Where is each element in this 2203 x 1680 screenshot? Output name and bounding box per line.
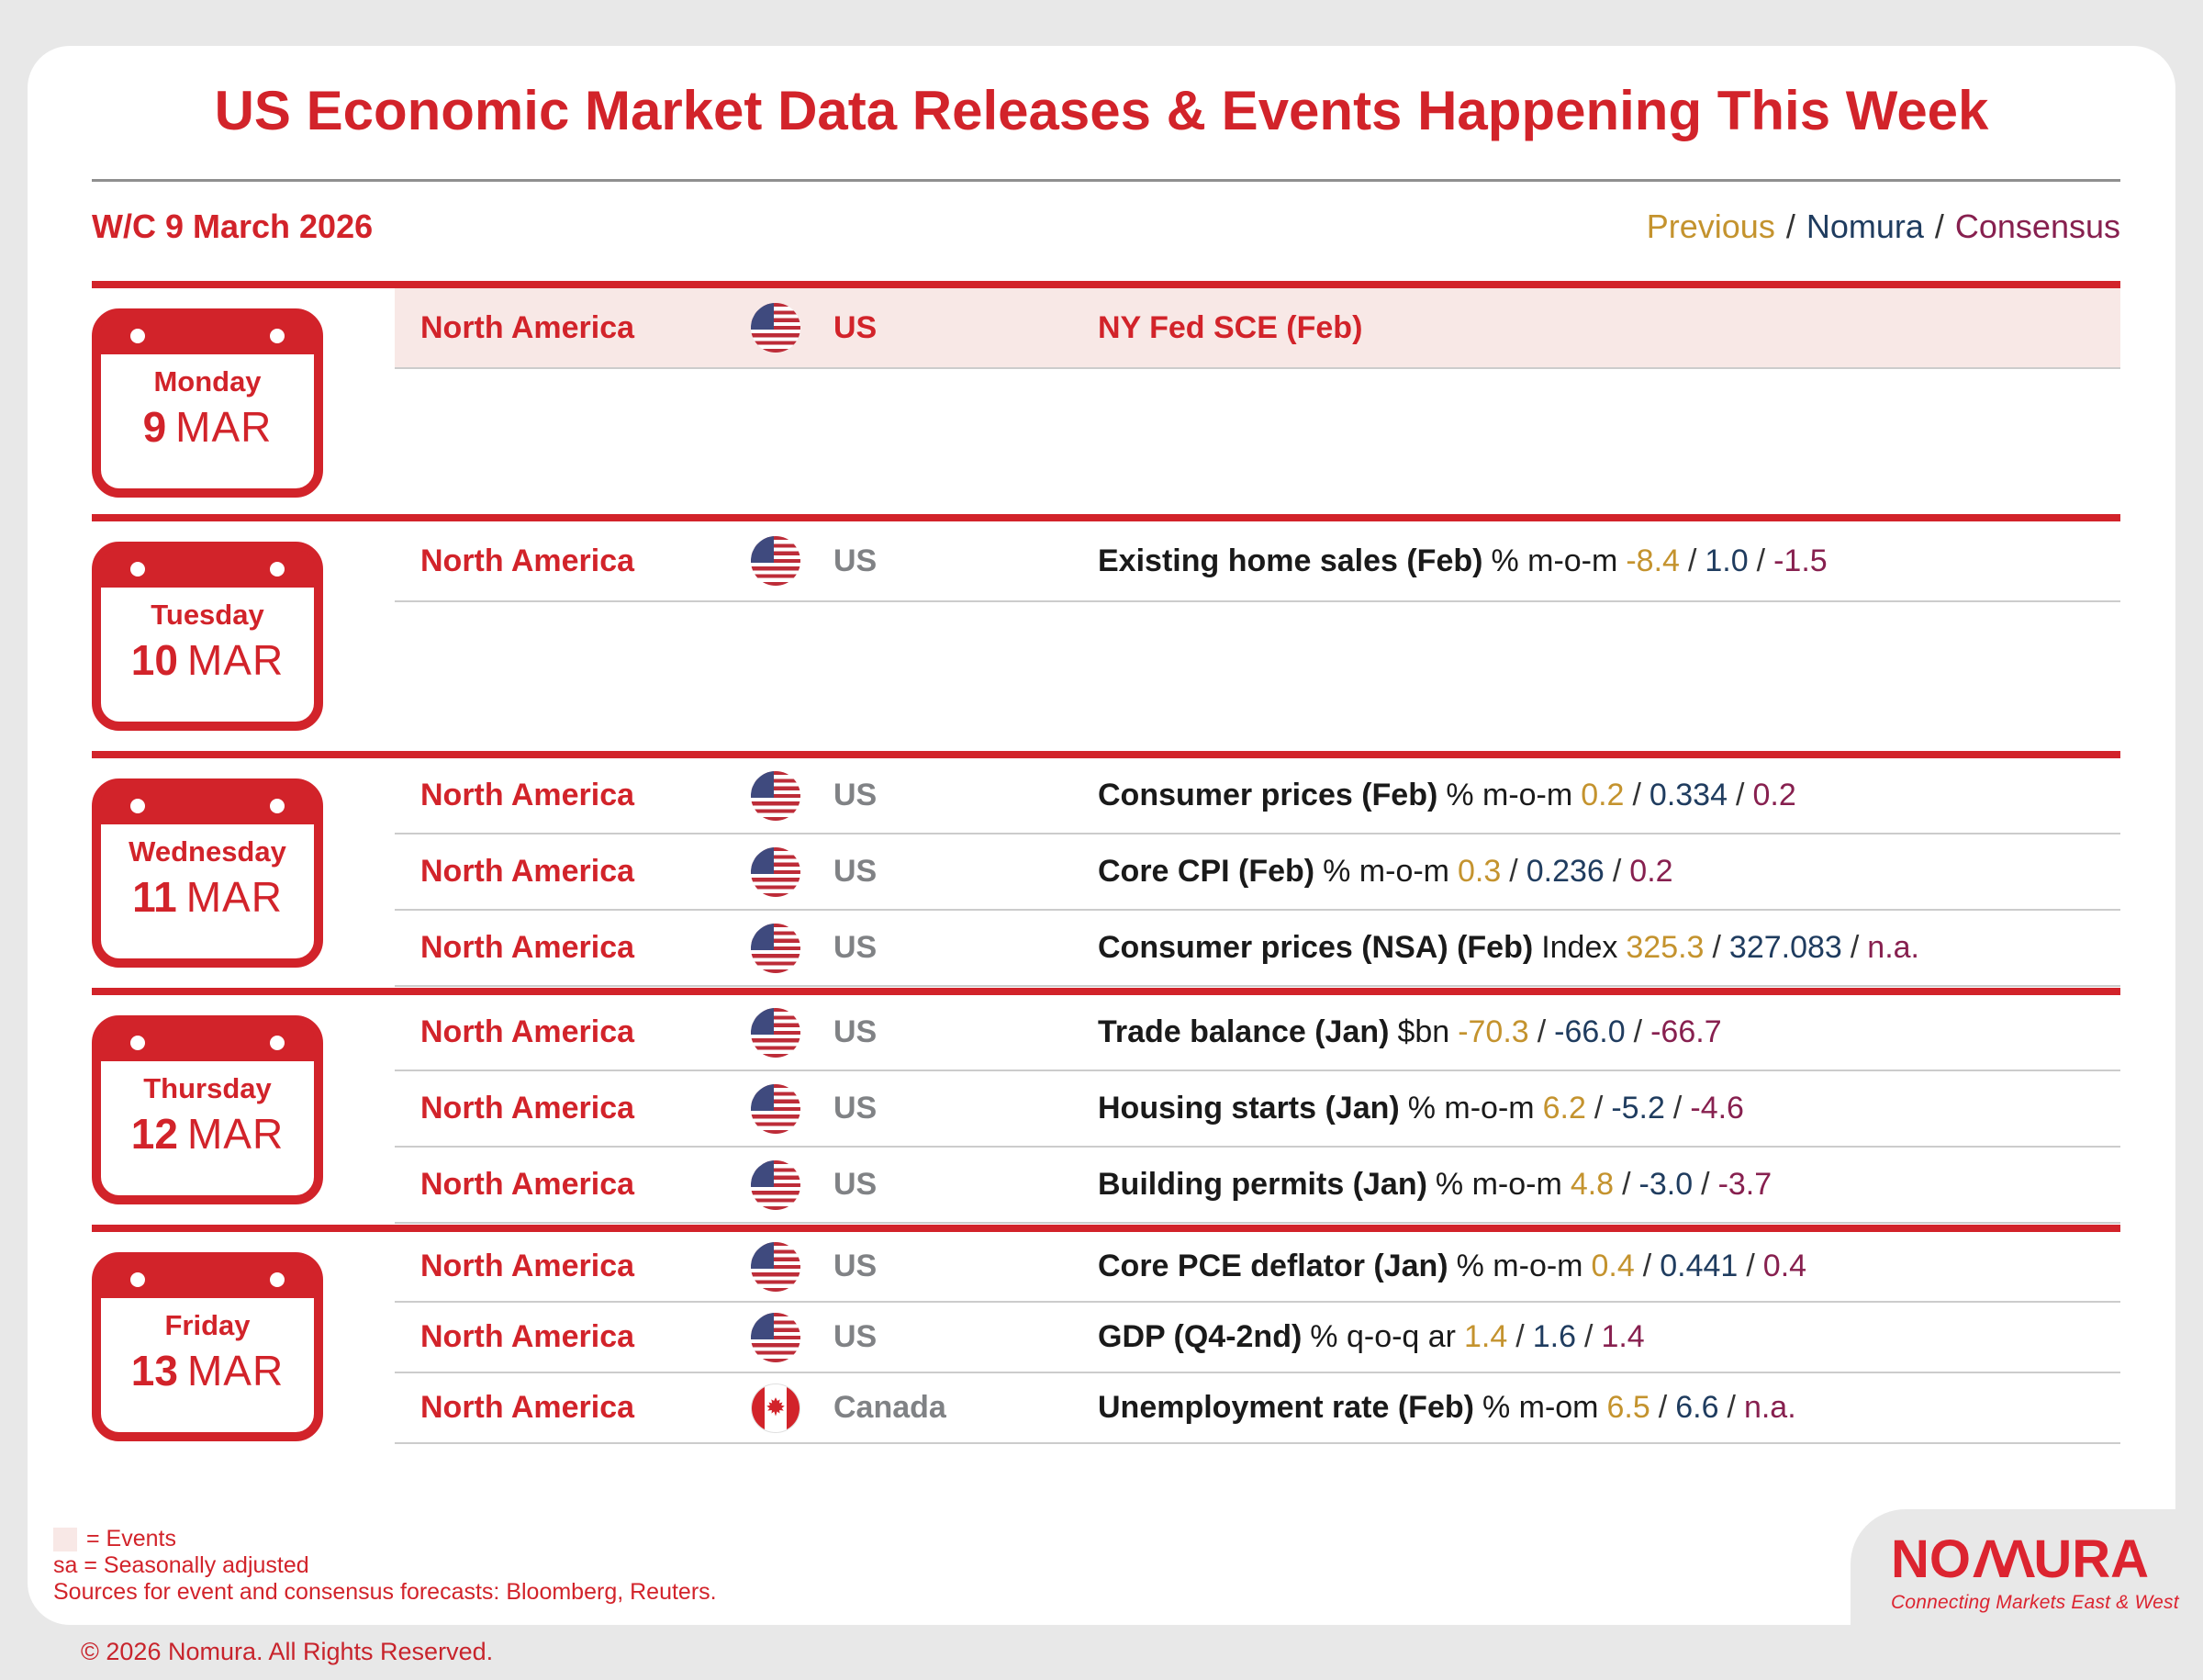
us-flag-icon	[751, 1008, 800, 1058]
release-unit: % m-o-m	[1435, 1167, 1562, 1202]
release-unit: % q-o-q ar	[1310, 1319, 1457, 1354]
calendar-date-month: MAR	[185, 873, 283, 921]
consensus-value: -4.6	[1690, 1091, 1744, 1126]
calendar-date	[101, 635, 314, 685]
nomura-value: 327.083	[1728, 930, 1842, 965]
value-separator: /	[1642, 1249, 1652, 1283]
calendar-date-month: MAR	[186, 1110, 285, 1158]
us-flag-icon	[751, 536, 800, 586]
calendar-date-month: MAR	[186, 636, 285, 684]
region-label: North America	[420, 543, 635, 578]
consensus-value: 1.4	[1601, 1319, 1645, 1354]
region-label: North America	[420, 1167, 635, 1202]
data-row	[395, 1071, 2120, 1148]
value-separator: /	[1746, 1249, 1755, 1283]
calendar-ring-hole	[270, 329, 285, 343]
value-separator: /	[1509, 854, 1518, 889]
release-name: Trade balance (Jan)	[1098, 1014, 1390, 1049]
us-flag-icon	[751, 847, 800, 897]
previous-value: 6.2	[1542, 1091, 1586, 1126]
value-separator: /	[1515, 1319, 1525, 1354]
region-label: North America	[420, 778, 635, 812]
day-section-wednesday	[92, 751, 2120, 988]
country-label: US	[833, 778, 878, 812]
calendar-date-number: 13	[130, 1347, 178, 1394]
release-description	[1098, 1014, 1730, 1050]
data-row	[395, 834, 2120, 911]
value-separator: /	[1756, 543, 1766, 578]
calendar-top-bar	[101, 1025, 314, 1061]
release-name: Consumer prices (Feb)	[1098, 778, 1438, 812]
maple-leaf-icon	[764, 1396, 788, 1420]
nomura-value: 6.6	[1675, 1390, 1719, 1425]
legend-nomura: Nomura	[1806, 207, 1924, 245]
calendar-date	[101, 872, 314, 922]
calendar-top-bar	[101, 1261, 314, 1298]
us-flag-icon	[751, 1242, 800, 1292]
release-description	[1098, 1319, 1653, 1355]
day-section-thursday	[92, 988, 2120, 1225]
day-section-tuesday	[92, 514, 2120, 751]
release-description	[1098, 1167, 1780, 1203]
consensus-value: -3.7	[1717, 1167, 1772, 1202]
calendar-date	[101, 402, 314, 452]
value-separator: /	[1594, 1091, 1604, 1126]
calendar-top-bar	[101, 788, 314, 824]
calendar-icon-wednesday	[92, 778, 323, 968]
calendar-top-bar	[101, 551, 314, 588]
calendar-icon-thursday	[92, 1015, 323, 1204]
calendar-date-number: 11	[132, 873, 177, 921]
consensus-value: 0.4	[1762, 1249, 1807, 1283]
calendar-day-name: Thursday	[143, 1072, 272, 1104]
calendar-ring-hole	[130, 329, 145, 343]
us-flag-icon	[751, 1084, 800, 1134]
release-name: Existing home sales (Feb)	[1098, 543, 1483, 578]
calendar-date-number: 10	[130, 636, 178, 684]
release-description	[1098, 1091, 1752, 1126]
data-row	[395, 1373, 2120, 1444]
calendar-day-name: Friday	[164, 1309, 251, 1341]
country-label: US	[833, 543, 878, 578]
nomura-value: -3.0	[1638, 1167, 1694, 1202]
consensus-value: -66.7	[1650, 1014, 1722, 1049]
events-legend-text: = Events	[86, 1526, 176, 1551]
release-name: Housing starts (Jan)	[1098, 1091, 1400, 1126]
previous-value: -70.3	[1458, 1014, 1529, 1049]
previous-value: 4.8	[1570, 1167, 1615, 1202]
legend-consensus: Consensus	[1954, 207, 2120, 245]
previous-value: 0.4	[1591, 1249, 1635, 1283]
calendar-date	[101, 1109, 314, 1159]
release-description	[1098, 1249, 1815, 1284]
region-label: North America	[420, 1249, 635, 1283]
day-rows	[395, 758, 2120, 987]
value-separator: /	[1712, 930, 1721, 965]
previous-value: 0.2	[1581, 778, 1625, 812]
calendar-day-name: Wednesday	[129, 835, 286, 868]
calendar-ring-hole	[270, 1036, 285, 1050]
day-rows	[395, 288, 2120, 369]
data-row	[395, 1232, 2120, 1303]
release-unit: % m-o-m	[1446, 778, 1573, 812]
header-divider	[92, 179, 2120, 182]
value-separator: /	[1632, 778, 1641, 812]
value-separator: /	[1622, 1167, 1631, 1202]
calendar-day-name: Monday	[153, 365, 262, 398]
calendar-ring-hole	[130, 1272, 145, 1287]
us-flag-icon	[751, 303, 800, 353]
legend-previous: Previous	[1646, 207, 1775, 245]
us-flag-icon	[751, 1313, 800, 1362]
release-unit: Index	[1541, 930, 1618, 965]
consensus-value: n.a.	[1743, 1390, 1796, 1425]
legend-separator: /	[1785, 207, 1795, 245]
release-name: Consumer prices (NSA) (Feb)	[1098, 930, 1534, 965]
release-description	[1098, 854, 1682, 890]
release-description	[1098, 543, 1836, 579]
nomura-logo	[1851, 1509, 2203, 1614]
data-row	[395, 1303, 2120, 1373]
release-unit: % m-o-m	[1323, 854, 1450, 889]
release-name: Core CPI (Feb)	[1098, 854, 1315, 889]
us-flag-icon	[751, 924, 800, 973]
value-separator: /	[1736, 778, 1745, 812]
calendar-ring-hole	[270, 799, 285, 813]
value-separator: /	[1727, 1390, 1736, 1425]
region-label: North America	[420, 1319, 635, 1354]
country-label: US	[833, 1014, 878, 1049]
region-label: North America	[420, 1014, 635, 1049]
canada-flag-icon	[751, 1383, 800, 1433]
sa-note: sa = Seasonally adjusted	[53, 1552, 309, 1578]
previous-value: 0.3	[1458, 854, 1502, 889]
data-row	[395, 911, 2120, 987]
day-rows	[395, 521, 2120, 602]
calendar-ring-hole	[270, 562, 285, 577]
us-flag-icon	[751, 1160, 800, 1210]
nomura-value: 1.0	[1705, 543, 1749, 578]
calendar-sections	[92, 281, 2120, 1444]
consensus-value: -1.5	[1773, 543, 1828, 578]
region-label: North America	[420, 1390, 635, 1425]
day-section-monday	[92, 281, 2120, 514]
release-description	[1098, 778, 1805, 813]
region-label: North America	[420, 309, 635, 345]
week-label: W/C 9 March 2026	[92, 207, 374, 245]
value-separator: /	[1537, 1014, 1547, 1049]
release-unit: % m-o-m	[1407, 1091, 1535, 1126]
country-label: US	[833, 309, 878, 345]
consensus-value: 0.2	[1629, 854, 1673, 889]
calendar-ring-hole	[270, 1272, 285, 1287]
wordmark-part: URA	[2033, 1529, 2150, 1589]
previous-value: -8.4	[1626, 543, 1680, 578]
data-row	[395, 758, 2120, 834]
calendar-top-bar	[101, 318, 314, 354]
country-label: US	[833, 930, 878, 965]
nomura-tagline: Connecting Markets East & West	[1891, 1592, 2179, 1613]
events-color-swatch	[53, 1528, 77, 1551]
nomura-wordmark	[1891, 1529, 2203, 1589]
release-name: Core PCE deflator (Jan)	[1098, 1249, 1448, 1283]
release-name: Building permits (Jan)	[1098, 1167, 1427, 1202]
release-name: Unemployment rate (Feb)	[1098, 1390, 1474, 1425]
consensus-value: n.a.	[1867, 930, 1919, 965]
value-separator: /	[1687, 543, 1697, 578]
country-label: US	[833, 1249, 878, 1283]
data-row	[395, 1148, 2120, 1224]
nomura-value: 0.334	[1649, 778, 1728, 812]
value-separator: /	[1584, 1319, 1594, 1354]
sources-note: Sources for event and consensus forecasts: Bloomberg, Reuters.	[53, 1579, 717, 1605]
copyright-text: © 2026 Nomura. All Rights Reserved.	[81, 1638, 494, 1665]
event-row	[395, 288, 2120, 369]
value-separator: /	[1612, 854, 1622, 889]
release-description	[1098, 1390, 1805, 1426]
subheader	[92, 207, 2120, 246]
region-label: North America	[420, 854, 635, 889]
logo-panel	[1851, 1509, 2203, 1680]
value-separator: /	[1658, 1390, 1668, 1425]
data-row	[395, 995, 2120, 1071]
event-title: NY Fed SCE (Feb)	[1098, 309, 1363, 345]
release-name: GDP (Q4-2nd)	[1098, 1319, 1303, 1354]
day-section-friday	[92, 1225, 2120, 1444]
calendar-date	[101, 1346, 314, 1395]
previous-value: 6.5	[1606, 1390, 1650, 1425]
calendar-ring-hole	[130, 562, 145, 577]
calendar-day-name: Tuesday	[151, 599, 264, 631]
nomura-value: -66.0	[1554, 1014, 1626, 1049]
release-description	[1098, 930, 1928, 966]
release-unit: % m-o-m	[1456, 1249, 1583, 1283]
release-unit: % m-o-m	[1491, 543, 1618, 578]
region-label: North America	[420, 1091, 635, 1126]
wordmark-part: NO	[1891, 1529, 1971, 1589]
page-title: US Economic Market Data Releases & Events Happening This Week	[214, 80, 1989, 141]
calendar-icon-friday	[92, 1252, 323, 1441]
previous-value: 1.4	[1464, 1319, 1508, 1354]
calendar-icon-tuesday	[92, 542, 323, 731]
legend-separator: /	[1934, 207, 1944, 245]
country-label: US	[833, 1167, 878, 1202]
data-row	[395, 521, 2120, 602]
value-separator: /	[1701, 1167, 1710, 1202]
release-unit: % m-om	[1482, 1390, 1599, 1425]
country-label: US	[833, 1091, 878, 1126]
nomura-value: 0.441	[1660, 1249, 1739, 1283]
previous-value: 325.3	[1626, 930, 1705, 965]
country-label: US	[833, 1319, 878, 1354]
us-flag-icon	[751, 771, 800, 821]
consensus-value: 0.2	[1752, 778, 1796, 812]
release-unit: $bn	[1397, 1014, 1450, 1049]
calendar-date-month: MAR	[186, 1347, 285, 1394]
calendar-ring-hole	[130, 799, 145, 813]
value-separator: /	[1850, 930, 1860, 965]
day-rows	[395, 1232, 2120, 1444]
calendar-date-month: MAR	[175, 403, 273, 451]
nomura-value: -5.2	[1611, 1091, 1665, 1126]
forecast-legend	[1647, 207, 2120, 246]
calendar-ring-hole	[130, 1036, 145, 1050]
nomura-value: 1.6	[1532, 1319, 1576, 1354]
day-rows	[395, 995, 2120, 1224]
region-label: North America	[420, 930, 635, 965]
footnotes	[53, 1526, 717, 1606]
country-label: US	[833, 854, 878, 889]
country-label: Canada	[833, 1390, 946, 1425]
calendar-date-number: 12	[130, 1110, 178, 1158]
calendar-icon-monday	[92, 308, 323, 498]
main-card	[28, 46, 2175, 1625]
nomura-value: 0.236	[1526, 854, 1605, 889]
value-separator: /	[1672, 1091, 1683, 1126]
wordmark-m: ΛΛ	[1973, 1529, 2028, 1589]
calendar-date-number: 9	[142, 403, 167, 451]
events-legend-line	[53, 1526, 717, 1552]
value-separator: /	[1633, 1014, 1643, 1049]
